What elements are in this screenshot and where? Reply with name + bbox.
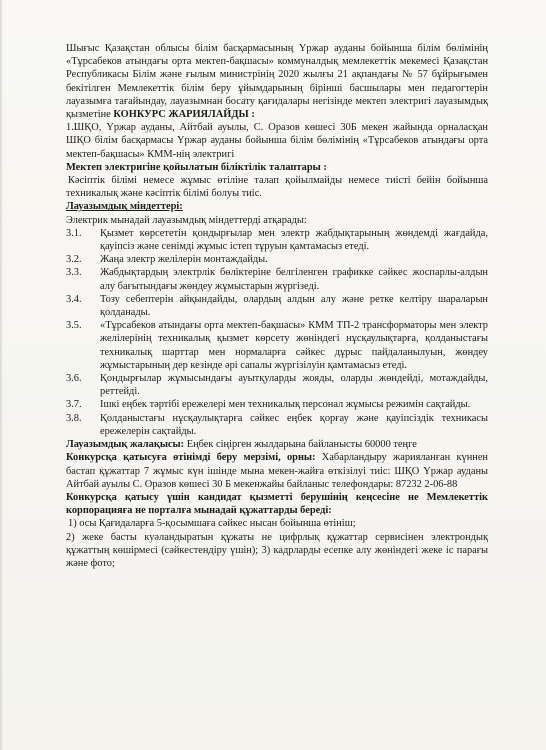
item-text: Қондырғылар жұмысындағы ауытқуларды жояды, оларды жөндейді, мотаждайды, реттейді. — [100, 373, 488, 398]
intro-paragraph — [66, 42, 488, 121]
duties-lead: Электрик мынадай лауазымдық міндеттерді атқарады: — [66, 214, 307, 226]
item-number: 3.7. — [66, 399, 82, 411]
list-item — [66, 412, 488, 438]
list-item — [66, 319, 488, 372]
scan-edge-shadow — [0, 0, 3, 750]
address-paragraph: 1.ШҚО, Үржар ауданы, Айтбай ауылы, С. Оразов көшесі 30Б мекен жайында орналасқан ШҚО білім басқармасы Үржар ауданы бойынша білім бөлімінің «Тұрсабеков атындағы орта мектеп-бақшасы» КММ-нің электригі — [66, 122, 488, 160]
item-text: Ішкі еңбек тәртібі ережелері мен техникалық персонал жұмысы режимін сақтайды. — [100, 399, 471, 411]
salary-paragraph — [66, 438, 488, 451]
list-item — [66, 253, 488, 266]
list-item — [66, 227, 488, 253]
item-text: Жабдықтардың электрлік бөліктеріне белгіленген графикке сәйкес жоспарлы-алдын алу бағытындағы жөндеу жұмыстарын жүргізеді. — [100, 267, 488, 292]
documents-section — [66, 491, 488, 570]
item-number: 3.2. — [66, 254, 82, 266]
salary-label: Лауазымдық жалақысы: — [66, 439, 185, 451]
list-item — [66, 398, 488, 411]
item-number: 3.1. — [66, 227, 82, 239]
duties-list — [66, 227, 488, 438]
item-number: 3.4. — [66, 293, 82, 305]
item-text: Тозу себептерін айқындайды, олардың алдын алу және ретке келтіру шараларын қолданады. — [100, 293, 488, 319]
item-number: 3.5. — [66, 320, 82, 332]
intro-text: Шығыс Қазақстан облысы білім басқармасының Үржар ауданы бойынша білім бөлімінің «Тұрсабеков атындағы орта мектеп-бақшасы» коммуналдық мемлекеттік мекемесі Қазақстан Республикасы Білім және ғылым министрінің 2020 жылғы 21 ақпандағы № 57 бұйрығымен бекітілген Мемлекеттік білім беру ұйымдарының бірінші басшылары мен педагогтерін лауазымға тағайындау, лауазымнан босату қағидалары негізінде мектеп электригі лауазымдық қызметіне — [66, 43, 488, 121]
item-number: 3.8. — [66, 412, 82, 424]
documents-heading: Конкурсқа қатысу үшін кандидат қызметті берушінің кеңсесіне не Мемлекеттік корпорацияға не порталға мынадай құжаттарды береді: — [66, 491, 488, 517]
requirements-text: Кәсіптік білімі немесе жұмыс өтіліне талап қойылмайды немесе тиісті бейін бойынша техникалық және кәсіптік білімі болуы тиіс. — [66, 175, 488, 200]
item-text: «Тұрсабеков атындағы орта мектеп-бақшасы» КММ ТП-2 трансформаторы мен электр желілерінің техникалық қызмет көрсету жөніндегі нұсқаулықтарға, қолданыстағы техникалық шарттар мен нормаларға сәйкес дұрыс пайдаланылуын, жөндеу жұмыстарының дер кезінде әрі сапалы жүргізілуін қамтамасыз етеді. — [100, 320, 488, 371]
documents-item-1: 1) осы Қағидаларға 5-қосымшаға сәйкес нысан бойынша өтініш; — [68, 518, 356, 530]
item-number: 3.6. — [66, 373, 82, 385]
salary-text: Еңбек сіңірген жылдарына байланысты 60000 теңге — [184, 439, 417, 451]
list-item — [66, 293, 488, 319]
item-number: 3.3. — [66, 267, 82, 279]
item-text: Жаңа электр желілерін монтаждайды. — [100, 254, 268, 266]
application-paragraph — [66, 451, 488, 491]
duties-heading: Лауазымдық міндеттері: — [66, 201, 183, 213]
item-text: Қызмет көрсететін қондырғылар мен электр жабдықтарының жөндемді жағдайда, қауіпсіз және сенімді жұмыс істеп тұруын қамтамасыз етеді. — [100, 227, 488, 253]
item-text: Қолданыстағы нұсқаулықтарға сәйкес еңбек қорғау және қауіпсіздік техникасы ережелерін сақтайды. — [100, 412, 488, 437]
list-item — [66, 372, 488, 398]
documents-item-2: 2) жеке басты куәландыратын құжаты не цифрлық құжаттар сервисінен электрондық құжаттың көшірмесі (сәйкестендіру үшін); 3) кадрларды есепке алу жөніндегі жеке іс парағы және фото; — [66, 531, 488, 569]
application-label: Конкурсқа қатысуға өтінімді беру мерзімі, орны: — [66, 452, 316, 464]
requirements-heading: Мектеп электригіне қойылатын біліктілік талаптары : — [66, 161, 327, 173]
contest-announcement: КОНКУРС ЖАРИЯЛАЙДЫ : — [113, 109, 255, 121]
application-text: Хабарландыру жарияланған күннен бастап құжаттар 7 жұмыс күн ішінде мына мекен-жайға өткізілуі тиіс: ШҚО Үржар ауданы Айтбай ауылы С. Оразов көшесі 30 Б мекенжайы байланыс телефондары: 87232 2-06-88 — [66, 452, 488, 490]
list-item — [66, 266, 488, 292]
